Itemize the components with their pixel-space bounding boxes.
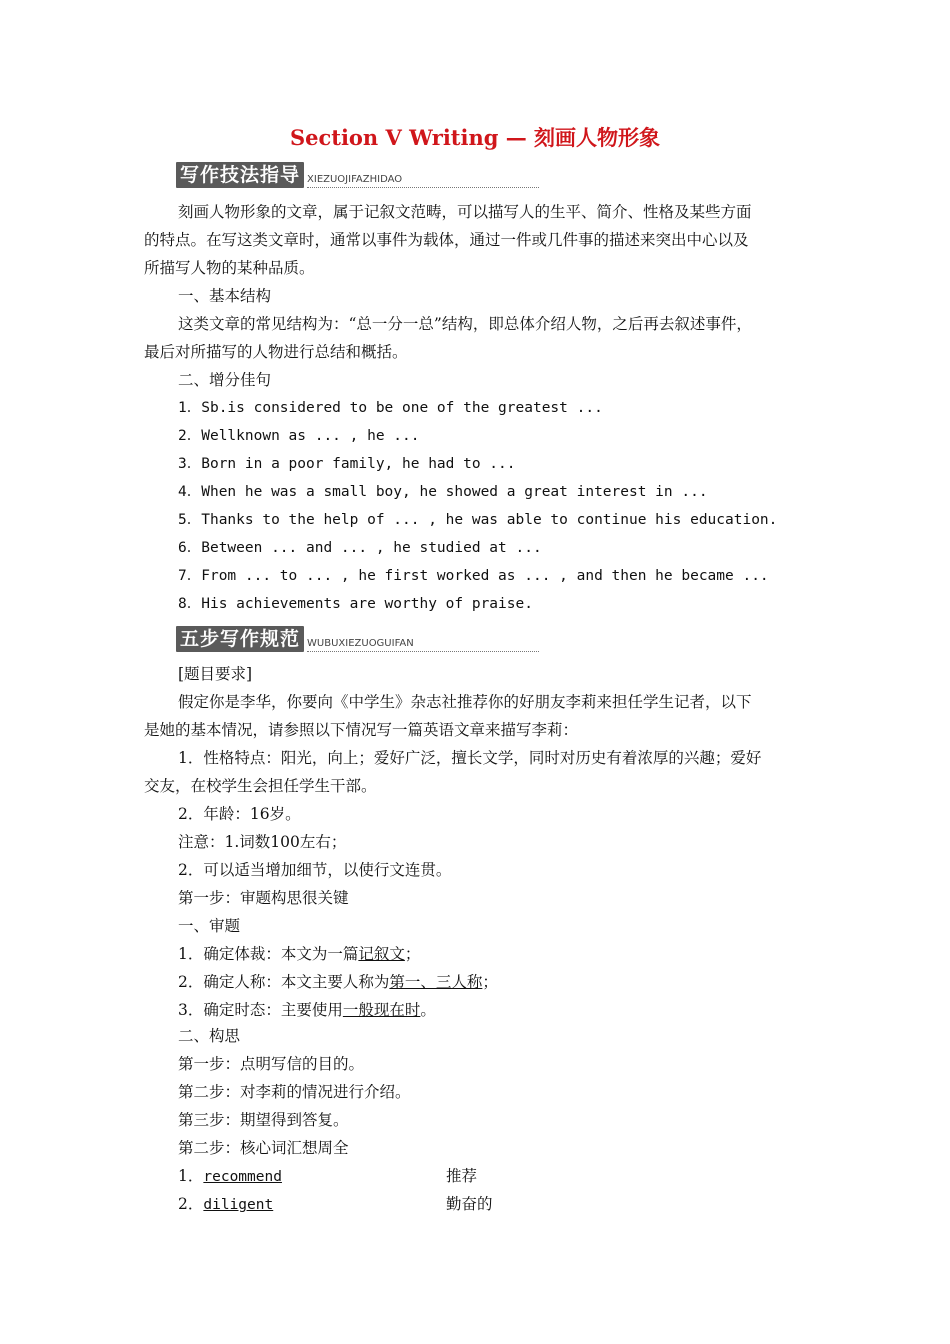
intro-line: 刻画人物形象的文章，属于记叙文范畴，可以描写人的生平、简介、性格及某些方面 (178, 203, 752, 221)
plan-heading: 二、构思 (178, 1027, 241, 1045)
vocab-word: recommend (203, 1169, 282, 1185)
sentence-item: 4．When he was a small boy, he showed a great interest in ... (178, 484, 708, 500)
requirement-item: 交友，在校学生会担任学生干部。 (144, 777, 377, 795)
section-banner-five-steps (176, 624, 539, 652)
vocab-number: 2． (178, 1195, 204, 1213)
sentence-item: 3．Born in a poor family, he had to ... (178, 456, 516, 472)
review-item-answer: 一般现在时 (342, 1001, 421, 1019)
banner-pinyin: WUBUXIEZUOGUIFAN (307, 637, 539, 652)
review-item-text: 1．确定体裁：本文为一篇 (178, 945, 359, 963)
review-item-suffix: ； (482, 973, 498, 991)
review-item-answer: 记叙文 (358, 945, 405, 963)
intro-line: 的特点。在写这类文章时，通常以事件为载体，通过一件或几件事的描述来突出中心以及 (144, 231, 749, 249)
vocab-row (178, 1166, 850, 1187)
review-item (178, 972, 850, 992)
review-item-suffix: 。 (420, 1001, 436, 1019)
requirement-item: 2．年龄：16岁。 (178, 805, 301, 823)
structure-line: 这类文章的常见结构为：“总一分一总”结构，即总体介绍人物，之后再去叙述事件， (178, 315, 752, 333)
note-line: 注意：1.词数100左右； (178, 833, 347, 851)
review-item (178, 1000, 850, 1020)
plan-item: 第二步：对李莉的情况进行介绍。 (178, 1083, 411, 1101)
review-item-suffix: ； (404, 945, 421, 963)
task-line: 假定你是李华，你要向《中学生》杂志社推荐你的好朋友李莉来担任学生记者，以下 (178, 693, 752, 711)
vocab-word: diligent (203, 1197, 274, 1213)
review-heading: 一、审题 (178, 917, 241, 935)
sentence-item: 1．Sb.is considered to be one of the greatest ... (178, 400, 603, 416)
sentence-item: 2．Wellknown as ... , he ... (178, 428, 420, 444)
plan-item: 第一步：点明写信的目的。 (178, 1055, 365, 1073)
sentences-heading: 二、增分佳句 (178, 371, 272, 389)
plan-item: 第三步：期望得到答复。 (178, 1111, 349, 1129)
vocab-number: 1． (178, 1167, 204, 1185)
intro-line: 所描写人物的某种品质。 (144, 259, 315, 277)
banner-label: 写作技法指导 (176, 162, 304, 188)
vocab-meaning: 勤奋的 (446, 1195, 493, 1213)
requirement-item: 1．性格特点：阳光，向上；爱好广泛，擅长文学，同时对历史有着浓厚的兴趣；爱好 (178, 749, 762, 767)
structure-line: 最后对所描写的人物进行总结和概括。 (144, 343, 408, 361)
note-line: 2．可以适当增加细节，以使行文连贯。 (178, 861, 452, 879)
step-heading: 第一步：审题构思很关键 (178, 889, 349, 907)
banner-label: 五步写作规范 (176, 626, 304, 652)
page-title: Section Ⅴ Writing — 刻画人物形象 (289, 125, 661, 150)
vocab-row (178, 1194, 850, 1215)
structure-heading: 一、基本结构 (178, 287, 272, 305)
review-item (178, 944, 850, 964)
sentence-item: 7．From ... to ... , he first worked as ... , and then he became ... (178, 568, 769, 584)
review-item-text: 3．确定时态：主要使用 (178, 1001, 343, 1019)
task-line: 是她的基本情况，请参照以下情况写一篇英语文章来描写李莉： (144, 721, 579, 739)
section-banner-writing-skills (176, 160, 539, 188)
step-heading: 第二步：核心词汇想周全 (178, 1139, 349, 1157)
banner-pinyin: XIEZUOJIFAZHIDAO (307, 173, 539, 188)
sentence-item: 8．His achievements are worthy of praise. (178, 596, 533, 612)
review-item-text: 2．确定人称：本文主要人称为 (178, 973, 390, 991)
review-item-answer: 第一、三人称 (389, 973, 483, 991)
sentence-item: 5．Thanks to the help of ... , he was able to continue his education. (178, 512, 778, 528)
sentence-item: 6．Between ... and ... , he studied at ... (178, 540, 542, 556)
vocab-meaning: 推荐 (446, 1167, 478, 1185)
task-label: [题目要求] (178, 665, 253, 683)
